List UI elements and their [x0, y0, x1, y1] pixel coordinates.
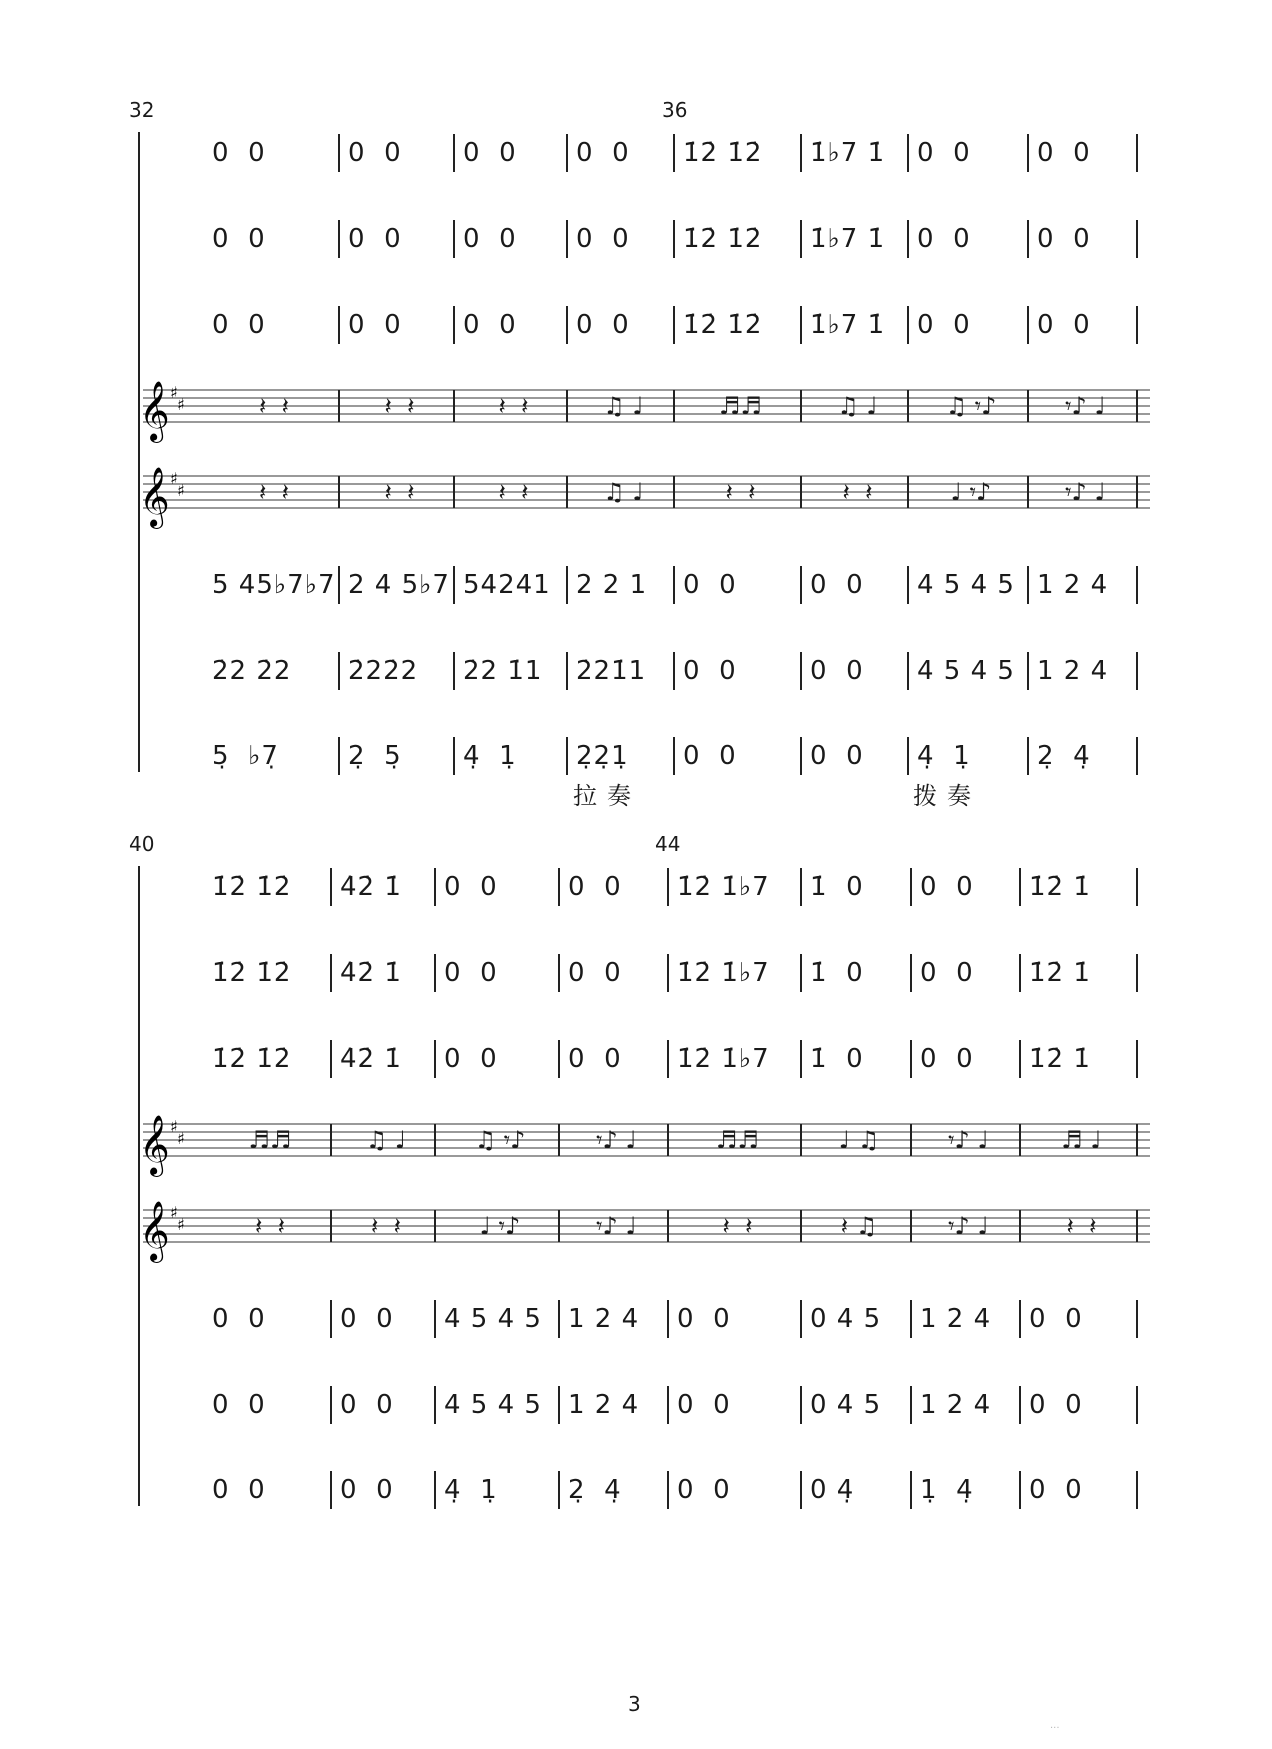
measure-notes: 1̇2̇ 1̇2̇ — [683, 224, 763, 254]
barline — [558, 1040, 560, 1078]
barline — [1136, 1040, 1138, 1078]
annotation-pizz: 拨奏 — [913, 782, 981, 810]
measure-notes: 4̇2̇ 1̇ — [340, 872, 402, 902]
barline — [330, 1210, 332, 1242]
barline — [1136, 1300, 1138, 1338]
barline — [667, 1124, 669, 1156]
measure-notes: 0 0 — [463, 138, 517, 168]
barline — [800, 737, 802, 775]
measure-notes: 0 0 — [917, 138, 971, 168]
measure-notes: 0 0 — [212, 1304, 266, 1334]
barline — [566, 134, 568, 172]
barline — [1136, 476, 1138, 508]
measure-notes: 1̇ 0 — [810, 1044, 864, 1074]
barline — [1027, 476, 1029, 508]
measure-notes: 0 0 — [444, 872, 498, 902]
measure-notes: 2̣ 5̣ — [348, 741, 402, 771]
jianpu-row — [140, 562, 1150, 608]
measure-notes: 1̇2̇ 1̇2̇ — [683, 138, 763, 168]
measure-notes: 0 0 — [683, 741, 737, 771]
measure-notes: 0 0 — [340, 1475, 394, 1505]
measure-notes: 2̣2̣1̣ — [576, 741, 629, 771]
barline — [338, 220, 340, 258]
staff-measure: ♫ ♩ — [603, 392, 644, 420]
measure-notes: 0 0 — [576, 138, 630, 168]
sharp-icon: ♯ — [170, 1203, 178, 1222]
jianpu-row — [140, 864, 1150, 910]
measure-notes: 0 4 5 — [810, 1390, 882, 1420]
measure-notes: 1̇2̇ 1̇♭7 — [677, 1044, 770, 1074]
measure-notes: 4̇2̇ 1̇ — [340, 958, 402, 988]
measure-notes: 54241 — [463, 570, 551, 600]
measure-notes: 1̇2̇ 1̇ — [1029, 958, 1091, 988]
barline — [1019, 1300, 1021, 1338]
measure-notes: 5̣ ♭7̣ — [212, 741, 279, 771]
jianpu-row — [140, 1382, 1150, 1428]
staff-measure: 𝄽 𝄽 — [1066, 1212, 1097, 1240]
measure-notes: 1 2 4 — [568, 1390, 640, 1420]
barline — [338, 652, 340, 690]
barline — [434, 1300, 436, 1338]
jianpu-row — [140, 733, 1150, 779]
measure-notes: 0 0 — [917, 224, 971, 254]
measure-notes: 1 2 4 — [1037, 570, 1109, 600]
watermark: ... — [1050, 1720, 1060, 1731]
measure-notes: 0 4 5 — [810, 1304, 882, 1334]
barline — [800, 390, 802, 422]
barline — [1027, 652, 1029, 690]
staff-measure: ♩ ♫ — [838, 1126, 880, 1154]
measure-number-32: 32 — [129, 98, 155, 122]
barline — [910, 1124, 912, 1156]
barline — [907, 134, 909, 172]
barline — [907, 220, 909, 258]
barline — [1136, 954, 1138, 992]
jianpu-row — [140, 1036, 1150, 1082]
barline — [330, 1124, 332, 1156]
barline — [434, 1471, 436, 1509]
barline — [566, 220, 568, 258]
barline — [800, 220, 802, 258]
staff-measure: 𝄽 𝄽 — [255, 1212, 285, 1240]
jianpu-row — [140, 216, 1150, 262]
barline — [673, 652, 675, 690]
measure-notes: 0 0 — [683, 656, 737, 686]
barline — [1027, 306, 1029, 344]
barline — [330, 1300, 332, 1338]
staff-measure: 𝄽 𝄽 — [259, 478, 289, 506]
barline — [434, 1040, 436, 1078]
barline — [1019, 954, 1021, 992]
barline — [673, 390, 675, 422]
measure-notes: 0 0 — [348, 138, 402, 168]
barline — [338, 476, 340, 508]
measure-notes: 1 2 4 — [920, 1304, 992, 1334]
barline — [667, 954, 669, 992]
measure-notes: 0 0 — [463, 310, 517, 340]
barline — [566, 476, 568, 508]
measure-notes: 1̇2̇ 1̇2̇ — [212, 872, 292, 902]
treble-clef-icon: 𝄞 — [139, 1115, 170, 1175]
barline — [1019, 868, 1021, 906]
barline — [910, 1040, 912, 1078]
barline — [673, 220, 675, 258]
measure-notes: 1̇2̇ 1̇ — [1029, 872, 1091, 902]
barline — [330, 954, 332, 992]
barline — [800, 1124, 802, 1156]
measure-number-36: 36 — [662, 98, 688, 122]
barline — [910, 1300, 912, 1338]
measure-notes: 1̇♭7 1̇ — [810, 224, 886, 254]
barline — [910, 868, 912, 906]
barline — [1136, 390, 1138, 422]
measure-notes: 0 0 — [1029, 1304, 1083, 1334]
barline — [434, 1124, 436, 1156]
barline — [566, 566, 568, 604]
barline — [800, 1040, 802, 1078]
barline — [907, 566, 909, 604]
page-number: 3 — [628, 1692, 641, 1716]
measure-notes: 1̇ 0 — [810, 872, 864, 902]
barline — [558, 1300, 560, 1338]
barline — [667, 1386, 669, 1424]
barline — [1136, 868, 1138, 906]
jianpu-row — [140, 950, 1150, 996]
staff-measure: 𝄾♪ ♩ — [948, 1126, 989, 1154]
barline — [673, 737, 675, 775]
measure-notes: 0 0 — [348, 224, 402, 254]
staff-measure: 𝄽 𝄽 — [371, 1212, 401, 1240]
measure-notes: 0 0 — [1029, 1390, 1083, 1420]
barline — [434, 1386, 436, 1424]
measure-notes: 0 0 — [677, 1475, 731, 1505]
measure-notes: 0 0 — [810, 570, 864, 600]
barline — [907, 390, 909, 422]
measure-notes: 2 2 1 — [576, 570, 648, 600]
barline — [667, 868, 669, 906]
barline — [453, 306, 455, 344]
staff-measure: ♬ ♩ — [1061, 1126, 1102, 1154]
measure-number-44: 44 — [655, 832, 681, 856]
barline — [1019, 1210, 1021, 1242]
barline — [1136, 220, 1138, 258]
barline — [338, 390, 340, 422]
measure-notes: 1̇2̇ 1̇2̇ — [212, 958, 292, 988]
measure-notes: 0 0 — [576, 224, 630, 254]
staff-measure: ♬♬ — [715, 1126, 760, 1154]
barline — [673, 134, 675, 172]
staff-measure: ♩ 𝄾♪ — [479, 1212, 521, 1240]
barline — [1136, 652, 1138, 690]
measure-notes: 1̇2̇ 1̇2̇ — [683, 310, 763, 340]
staff-measure: 𝄽 𝄽 — [498, 478, 529, 506]
staff-measure: ♫ ♩ — [365, 1126, 407, 1154]
barline — [800, 954, 802, 992]
staff-row — [139, 1110, 1150, 1175]
barline — [453, 652, 455, 690]
barline — [453, 737, 455, 775]
measure-notes: 1̇2̇ 1̇ — [1029, 1044, 1091, 1074]
measure-notes: 2̣ 4̣ — [1037, 741, 1091, 771]
treble-clef-icon: 𝄞 — [139, 381, 170, 441]
measure-notes: 2̇21̇1 — [576, 656, 647, 686]
barline — [1019, 1124, 1021, 1156]
barline — [907, 476, 909, 508]
barline — [800, 306, 802, 344]
barline — [1136, 1386, 1138, 1424]
jianpu-row — [140, 1467, 1150, 1513]
measure-notes: 0 0 — [212, 224, 266, 254]
measure-notes: 4 5 4 5 — [444, 1304, 542, 1334]
measure-notes: 2̇2 1̇1 — [463, 656, 543, 686]
barline — [330, 868, 332, 906]
barline — [434, 868, 436, 906]
barline — [1027, 134, 1029, 172]
measure-notes: 0 0 — [212, 310, 266, 340]
staff-measure: 𝄽 𝄽 — [259, 392, 289, 420]
measure-notes: 1̣ 4̣ — [920, 1475, 974, 1505]
jianpu-row — [140, 648, 1150, 694]
sharp-icon: ♯ — [170, 469, 178, 488]
barline — [338, 306, 340, 344]
staff-measure: 𝄾♪ ♩ — [948, 1212, 989, 1240]
barline — [1019, 1471, 1021, 1509]
sharp-icon: ♯ — [170, 383, 178, 402]
barline — [453, 134, 455, 172]
staff-measure: ♫ 𝄾♪ — [474, 1126, 526, 1154]
barline — [338, 566, 340, 604]
barline — [1027, 566, 1029, 604]
staff-measure: ♩ 𝄾♪ — [950, 478, 992, 506]
measure-notes: 4 5 4 5 — [917, 570, 1015, 600]
staff-measure: 𝄽 𝄽 — [722, 1212, 753, 1240]
barline — [338, 737, 340, 775]
measure-notes: 1̇2̇ 1̇♭7 — [677, 872, 770, 902]
measure-notes: 4̣ 1̣ — [917, 741, 971, 771]
barline — [673, 476, 675, 508]
barline — [673, 306, 675, 344]
barline — [800, 566, 802, 604]
staff-measure: ♫ ♩ — [603, 478, 644, 506]
measure-notes: 2̇22̇2 — [348, 656, 419, 686]
measure-notes: 4̣ 1̣ — [463, 741, 517, 771]
staff-measure: 𝄾♪ ♩ — [1065, 392, 1106, 420]
measure-notes: 0 4̣ — [810, 1475, 855, 1505]
barline — [800, 652, 802, 690]
staff-measure: 𝄾♪ ♩ — [596, 1126, 637, 1154]
barline — [434, 1210, 436, 1242]
measure-notes: 0 0 — [677, 1304, 731, 1334]
measure-notes: 0 0 — [212, 1390, 266, 1420]
sharp-icon: ♯ — [177, 1215, 185, 1234]
barline — [910, 1386, 912, 1424]
barline — [1027, 390, 1029, 422]
treble-clef-icon: 𝄞 — [139, 1201, 170, 1261]
measure-notes: 1 2 4 — [568, 1304, 640, 1334]
barline — [558, 1124, 560, 1156]
measure-notes: 1 2 4 — [1037, 656, 1109, 686]
measure-notes: 0 0 — [920, 958, 974, 988]
barline — [453, 476, 455, 508]
measure-notes: 4̇2̇ 1̇ — [340, 1044, 402, 1074]
measure-notes: 1̇ 0 — [810, 958, 864, 988]
barline — [800, 868, 802, 906]
measure-notes: 0 0 — [920, 1044, 974, 1074]
barline — [1136, 134, 1138, 172]
staff-measure: 𝄽 𝄽 — [725, 478, 756, 506]
staff-measure: 𝄽 𝄽 — [384, 478, 415, 506]
barline — [1136, 1124, 1138, 1156]
barline — [907, 737, 909, 775]
annotation-arco: 拉奏 — [573, 782, 641, 810]
measure-notes: 0 0 — [348, 310, 402, 340]
barline — [800, 1300, 802, 1338]
measure-notes: 1 2 4 — [920, 1390, 992, 1420]
measure-notes: 4̣ 1̣ — [444, 1475, 498, 1505]
barline — [566, 390, 568, 422]
barline — [1136, 306, 1138, 344]
measure-notes: 4 5 4 5 — [917, 656, 1015, 686]
barline — [1019, 1040, 1021, 1078]
measure-notes: 2̇2 2̇2 — [212, 656, 292, 686]
barline — [667, 1210, 669, 1242]
barline — [800, 1386, 802, 1424]
barline — [910, 954, 912, 992]
barline — [1019, 1386, 1021, 1424]
measure-notes: 0 0 — [463, 224, 517, 254]
staff-measure: ♬♬ — [718, 392, 763, 420]
measure-notes: 0 0 — [568, 958, 622, 988]
staff-row — [139, 462, 1150, 527]
barline — [338, 134, 340, 172]
measure-notes: 1̇2̇ 1̇2̇ — [212, 1044, 292, 1074]
measure-notes: 0 0 — [340, 1304, 394, 1334]
barline — [907, 652, 909, 690]
measure-notes: 0 0 — [1037, 310, 1091, 340]
measure-notes: 0 0 — [810, 741, 864, 771]
barline — [800, 134, 802, 172]
barline — [1136, 1471, 1138, 1509]
barline — [673, 566, 675, 604]
barline — [910, 1471, 912, 1509]
measure-notes: 1̇2̇ 1̇♭7 — [677, 958, 770, 988]
measure-notes: 0 0 — [1029, 1475, 1083, 1505]
sharp-icon: ♯ — [170, 1117, 178, 1136]
jianpu-row — [140, 130, 1150, 176]
staff-row — [139, 376, 1150, 441]
barline — [566, 652, 568, 690]
barline — [566, 306, 568, 344]
barline — [558, 1386, 560, 1424]
barline — [667, 1471, 669, 1509]
measure-notes: 0 0 — [917, 310, 971, 340]
barline — [1136, 737, 1138, 775]
barline — [907, 306, 909, 344]
barline — [667, 1040, 669, 1078]
measure-notes: 0 0 — [683, 570, 737, 600]
treble-clef-icon: 𝄞 — [139, 467, 170, 527]
barline — [558, 1471, 560, 1509]
measure-notes: 1̇♭7 1̇ — [810, 138, 886, 168]
measure-notes: 4 5 4 5 — [444, 1390, 542, 1420]
staff-measure: 𝄾♪ ♩ — [1065, 478, 1106, 506]
barline — [434, 954, 436, 992]
sharp-icon: ♯ — [177, 481, 185, 500]
staff-measure: 𝄽 𝄽 — [842, 478, 873, 506]
barline — [330, 1471, 332, 1509]
barline — [800, 476, 802, 508]
barline — [566, 737, 568, 775]
barline — [910, 1210, 912, 1242]
barline — [800, 1210, 802, 1242]
measure-notes: 0 0 — [576, 310, 630, 340]
staff-measure: 𝄽 ♫ — [840, 1212, 878, 1240]
barline — [330, 1040, 332, 1078]
barline — [558, 1210, 560, 1242]
barline — [667, 1300, 669, 1338]
barline — [558, 868, 560, 906]
measure-notes: 0 0 — [1037, 224, 1091, 254]
measure-notes: 2̣ 4̣ — [568, 1475, 622, 1505]
measure-notes: 0 0 — [920, 872, 974, 902]
measure-notes: 0 0 — [212, 1475, 266, 1505]
measure-notes: 1̇♭7 1̇ — [810, 310, 886, 340]
barline — [800, 1471, 802, 1509]
staff-row — [139, 1196, 1150, 1261]
measure-notes: 0 0 — [444, 958, 498, 988]
measure-notes: 0 0 — [1037, 138, 1091, 168]
measure-notes: 0 0 — [568, 1044, 622, 1074]
sharp-icon: ♯ — [177, 1129, 185, 1148]
measure-notes: 0 0 — [568, 872, 622, 902]
barline — [558, 954, 560, 992]
measure-notes: 0 0 — [444, 1044, 498, 1074]
barline — [1027, 220, 1029, 258]
staff-measure: 𝄾♪ ♩ — [596, 1212, 637, 1240]
barline — [330, 1386, 332, 1424]
measure-notes: 5 45♭7♭7 — [212, 570, 336, 600]
staff-measure: ♫ 𝄾♪ — [945, 392, 997, 420]
staff-measure: ♫ ♩ — [837, 392, 878, 420]
staff-measure: ♬♬ — [248, 1126, 292, 1154]
measure-notes: 0 0 — [212, 138, 266, 168]
measure-notes: 0 0 — [340, 1390, 394, 1420]
staff-measure: 𝄽 𝄽 — [498, 392, 529, 420]
barline — [1136, 1210, 1138, 1242]
barline — [453, 390, 455, 422]
sharp-icon: ♯ — [177, 395, 185, 414]
jianpu-row — [140, 1296, 1150, 1342]
barline — [1136, 566, 1138, 604]
measure-notes: 0 0 — [810, 656, 864, 686]
measure-notes: 0 0 — [677, 1390, 731, 1420]
jianpu-row — [140, 302, 1150, 348]
barline — [453, 220, 455, 258]
barline — [1027, 737, 1029, 775]
measure-number-40: 40 — [129, 832, 155, 856]
staff-measure: 𝄽 𝄽 — [384, 392, 415, 420]
barline — [453, 566, 455, 604]
measure-notes: 2 4 5♭7 — [348, 570, 450, 600]
